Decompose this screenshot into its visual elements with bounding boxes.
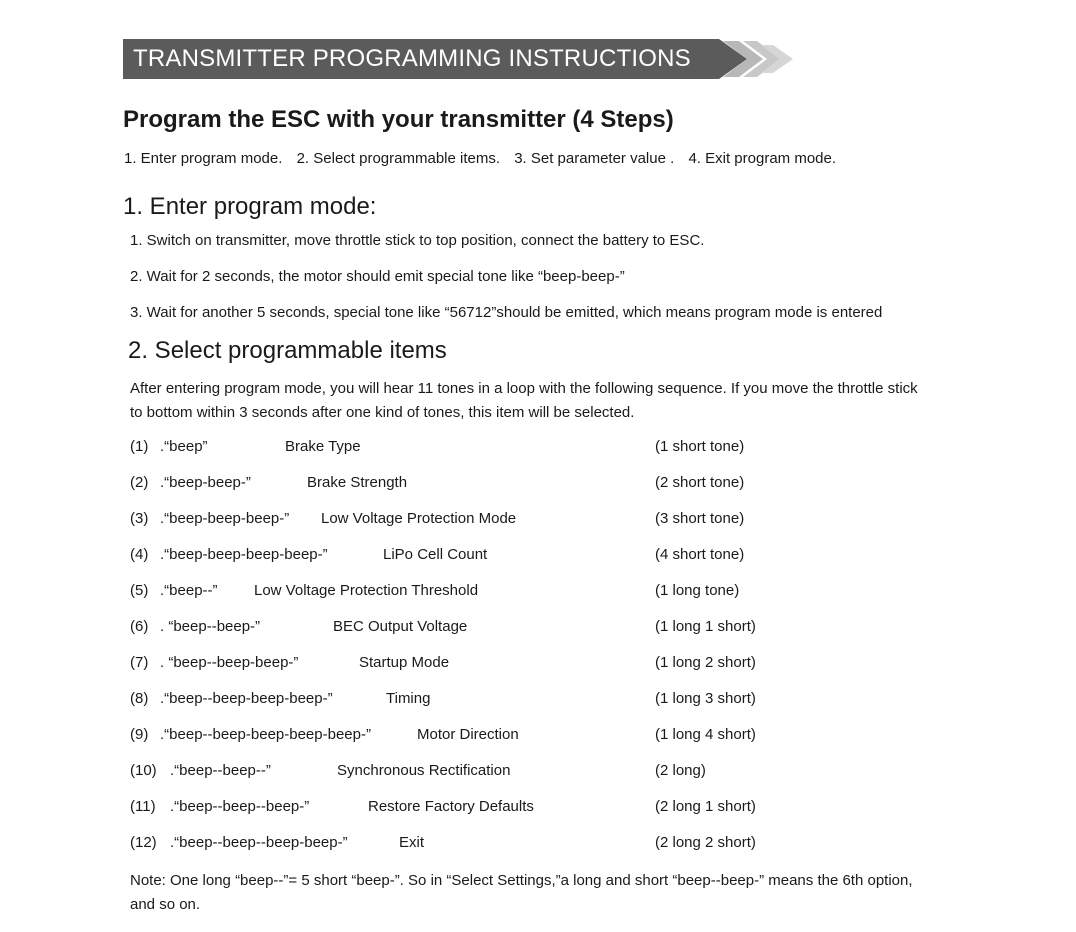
item-row — [130, 762, 830, 786]
item-duration: (3 short tone) — [655, 510, 745, 527]
overview-step: 1. Enter program mode. — [124, 150, 283, 167]
item-duration: (1 long tone) — [655, 582, 740, 599]
item-name: Synchronous Rectification — [337, 762, 511, 779]
item-number: (11) — [130, 798, 156, 815]
item-row — [130, 834, 830, 858]
overview-step: 3. Set parameter value . — [514, 150, 675, 167]
item-duration: (1 long 4 short) — [655, 726, 756, 743]
section1-step: 2. Wait for 2 seconds, the motor should emit special tone like “beep-beep-” — [130, 268, 625, 285]
item-duration: (1 long 3 short) — [655, 690, 756, 707]
item-duration: (2 long) — [655, 762, 706, 779]
item-row — [130, 618, 830, 642]
item-row — [130, 438, 830, 462]
item-tone: .“beep--beep--beep-beep-” — [170, 834, 348, 851]
item-tone: .“beep” — [160, 438, 208, 455]
item-duration: (1 long 2 short) — [655, 654, 756, 671]
item-tone: .“beep--beep--beep-” — [170, 798, 310, 815]
note-text: Note: One long “beep--”= 5 short “beep-”. So in “Select Settings,”a long and short “beep--beep-” means the 6th option, and so on. — [130, 872, 913, 913]
item-name: BEC Output Voltage — [333, 618, 468, 635]
item-tone: .“beep-beep-beep-beep-” — [160, 546, 328, 563]
section1-step: 3. Wait for another 5 seconds, special tone like “56712”should be emitted, which means program mode is entered — [130, 304, 883, 321]
item-number: (7) — [130, 654, 149, 671]
item-tone: .“beep--beep-beep-beep-beep-” — [160, 726, 371, 743]
item-name: Brake Strength — [307, 474, 408, 491]
item-name: Brake Type — [285, 438, 361, 455]
item-row — [130, 582, 830, 606]
item-name: Restore Factory Defaults — [368, 798, 534, 815]
section-banner — [123, 39, 803, 81]
item-number: (10) — [130, 762, 157, 779]
item-name: Low Voltage Protection Threshold — [254, 582, 479, 599]
item-name: Exit — [399, 834, 425, 851]
item-duration: (1 long 1 short) — [655, 618, 756, 635]
item-tone: .“beep--beep-beep-beep-” — [160, 690, 333, 707]
item-name: LiPo Cell Count — [383, 546, 488, 563]
chevron-arrows-icon — [695, 39, 805, 81]
section2-intro: After entering program mode, you will hear 11 tones in a loop with the following sequence. If you move the throttle stick to bottom within 3 seconds after one kind of tones, this item will be selected. — [130, 380, 918, 421]
banner-title: TRANSMITTER PROGRAMMING INSTRUCTIONS — [133, 45, 691, 72]
banner-bar — [123, 39, 703, 79]
item-number: (2) — [130, 474, 149, 491]
item-name: Startup Mode — [359, 654, 450, 671]
item-number: (1) — [130, 438, 149, 455]
item-name: Motor Direction — [417, 726, 519, 743]
item-number: (9) — [130, 726, 149, 743]
item-number: (8) — [130, 690, 149, 707]
item-number: (5) — [130, 582, 149, 599]
overview-step: 2. Select programmable items. — [296, 150, 501, 167]
overview-step: 4. Exit program mode. — [688, 150, 837, 167]
section1-title: 1. Enter program mode: — [123, 193, 377, 220]
item-tone: . “beep--beep-” — [160, 618, 261, 635]
item-tone: .“beep-beep-” — [160, 474, 251, 491]
item-duration: (2 long 2 short) — [655, 834, 756, 851]
item-duration: (2 short tone) — [655, 474, 745, 491]
item-number: (3) — [130, 510, 149, 527]
item-number: (12) — [130, 834, 157, 851]
item-row — [130, 510, 830, 534]
section2-title: 2. Select programmable items — [128, 337, 447, 364]
item-row — [130, 654, 830, 678]
item-tone: . “beep--beep-beep-” — [160, 654, 299, 671]
item-tone: .“beep--” — [160, 582, 218, 599]
item-number: (4) — [130, 546, 149, 563]
item-duration: (4 short tone) — [655, 546, 745, 563]
item-row — [130, 690, 830, 714]
item-tone: .“beep--beep--” — [170, 762, 271, 779]
item-name: Timing — [386, 690, 431, 707]
item-row — [130, 726, 830, 750]
item-duration: (1 short tone) — [655, 438, 745, 455]
item-row — [130, 546, 830, 570]
item-duration: (2 long 1 short) — [655, 798, 756, 815]
item-number: (6) — [130, 618, 149, 635]
item-row — [130, 474, 830, 498]
item-tone: .“beep-beep-beep-” — [160, 510, 290, 527]
steps-overview — [124, 150, 846, 167]
section1-step: 1. Switch on transmitter, move throttle stick to top position, connect the battery to ESC. — [130, 232, 705, 249]
main-heading: Program the ESC with your transmitter (4 Steps) — [123, 106, 674, 133]
item-row — [130, 798, 830, 822]
item-name: Low Voltage Protection Mode — [321, 510, 517, 527]
